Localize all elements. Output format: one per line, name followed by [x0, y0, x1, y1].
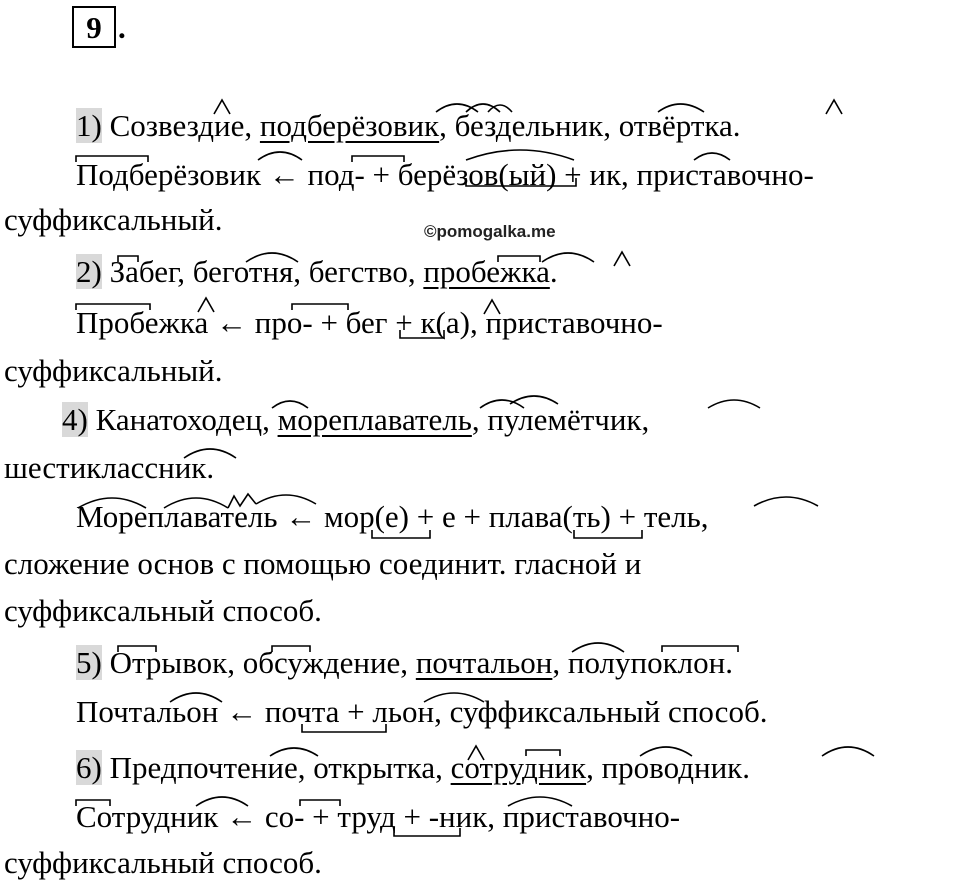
item-4-word-key: мореплаватель [277, 402, 472, 437]
suffix-caret [614, 252, 630, 266]
item-2-number: 2) [76, 254, 102, 289]
item-5-word-a: Отрывок, обсуждение, [109, 645, 409, 680]
item-2-word-rest: . [549, 254, 558, 289]
item-1-words [76, 106, 740, 146]
item-4-method-1: сложение основ с помощью соединит. гласной и [4, 546, 642, 581]
item-6-method: суффиксальный способ. [4, 845, 322, 880]
item-6-number: 6) [76, 750, 102, 785]
item-1-analysis: Подберёзовик ← под- + берёзов(ый) + ик, приставочно- [76, 157, 814, 192]
item-6-word-key: сотрудник [450, 750, 587, 785]
task-number-box [72, 6, 116, 48]
item-4-word-a: Канатоходец, [95, 402, 270, 437]
item-5-analysis: Почтальон ← почта + льон, суффиксальный способ. [76, 694, 768, 729]
item-4-method-2: суффиксальный способ. [4, 593, 322, 628]
item-4-word-rest: , пулемётчик, [471, 402, 650, 437]
item-5-number: 5) [76, 645, 102, 680]
suffix-caret [826, 100, 842, 114]
task-number: 9 [86, 10, 102, 45]
watermark: ©pomogalka.me [424, 222, 556, 241]
item-6-words [76, 748, 750, 788]
item-4-analysis: Мореплаватель ← мор(е) + е + плава(ть) + тель, [76, 499, 709, 534]
suffix-arc [708, 400, 760, 408]
item-4-number: 4) [62, 402, 88, 437]
item-2-word-key: пробежка [423, 254, 550, 289]
item-1-word-rest: , бездельник, отвёртка. [439, 108, 741, 143]
item-6-word-rest: , проводник. [586, 750, 750, 785]
item-1-word-a: Созвездие, [109, 108, 253, 143]
item-4-words [62, 400, 649, 440]
item-2-words [76, 252, 558, 292]
item-4-words-line2: шестиклассник. [4, 450, 215, 485]
item-5-word-rest: , полупоклон. [552, 645, 733, 680]
suffix-arc [822, 747, 874, 756]
item-2-method: суффиксальный. [4, 353, 223, 388]
item-2-analysis: Пробежка ← про- + бег + к(а), приставочно- [76, 305, 663, 340]
task-number-dot: . [118, 10, 126, 45]
item-1-number: 1) [76, 108, 102, 143]
item-1-method: суффиксальный. [4, 202, 223, 237]
item-6-analysis: Сотрудник ← со- + труд + -ник, приставочно- [76, 799, 681, 834]
item-6-word-a: Предпочтение, открытка, [109, 750, 443, 785]
item-2-word-a: Забег, беготня, бегство, [109, 254, 416, 289]
item-1-word-key: подберёзовик [259, 108, 440, 143]
suffix-arc [754, 497, 818, 506]
item-5-word-key: почтальон [415, 645, 553, 680]
item-5-words [76, 643, 733, 683]
